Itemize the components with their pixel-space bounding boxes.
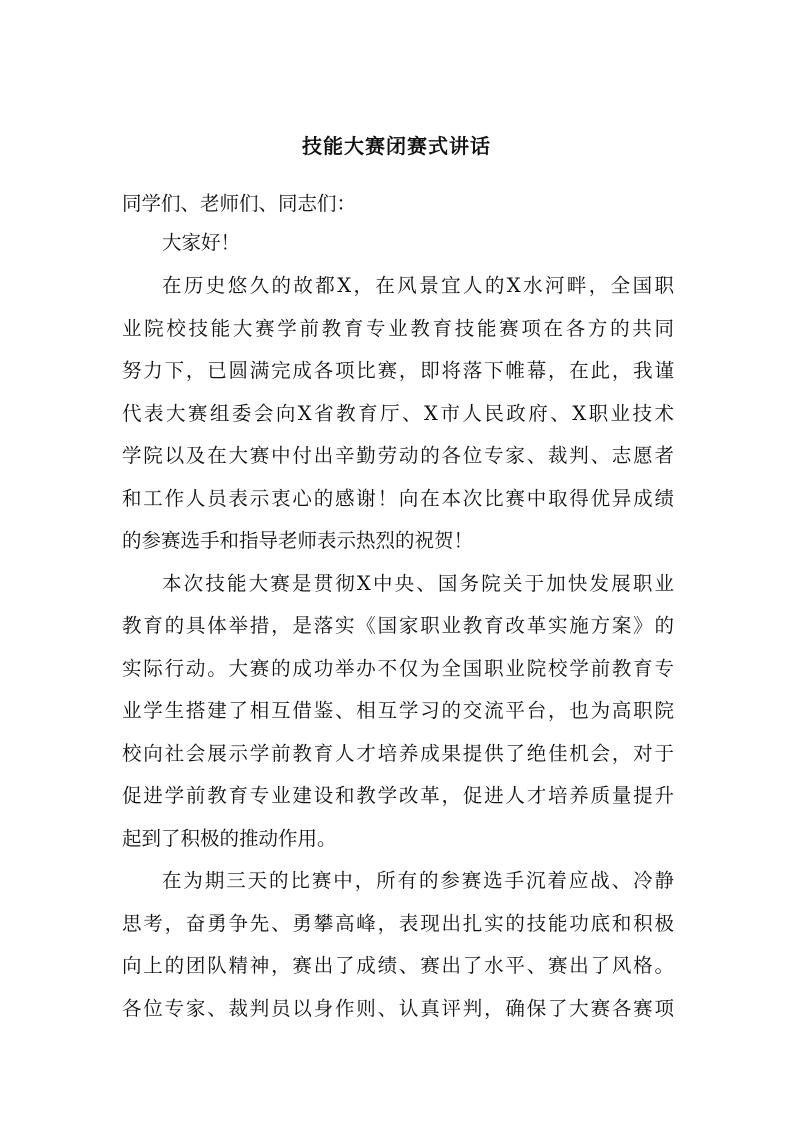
greeting-line: 大家好！: [162, 231, 241, 254]
paragraph-3-line-2: 思考，奋勇争先、勇攀高峰，表现出扎实的技能功底和积极: [122, 912, 674, 935]
paragraph-3-line-3: 向上的团队精神，赛出了成绩、赛出了水平、赛出了风格。: [122, 954, 674, 977]
paragraph-1-line-4: 代表大赛组委会向X省教育厅、X市人民政府、X职业技术: [122, 402, 674, 425]
paragraph-1-line-7: 的参赛选手和指导老师表示热烈的祝贺！: [122, 529, 474, 552]
paragraph-3-line-4: 各位专家、裁判员以身作则、认真评判，确保了大赛各赛项: [122, 997, 674, 1020]
paragraph-1-line-3: 努力下，已圆满完成各项比赛，即将落下帷幕，在此，我谨: [122, 359, 674, 382]
paragraph-2-line-6: 促进学前教育专业建设和教学改革，促进人才培养质量提升: [122, 784, 674, 807]
salutation-line: 同学们、老师们、同志们：: [122, 192, 357, 215]
paragraph-2-line-5: 校向社会展示学前教育人才培养成果提供了绝佳机会，对于: [122, 742, 674, 765]
paragraph-2-line-1: 本次技能大赛是贯彻X中央、国务院关于加快发展职业: [162, 572, 674, 595]
paragraph-2-line-2: 教育的具体举措，是落实《国家职业教育改革实施方案》的: [122, 614, 674, 637]
paragraph-3-line-1: 在为期三天的比赛中，所有的参赛选手沉着应战、冷静: [162, 869, 674, 892]
paragraph-2-line-3: 实际行动。大赛的成功举办不仅为全国职业院校学前教育专: [122, 657, 674, 680]
paragraph-1-line-1: 在历史悠久的故都X，在风景宜人的X水河畔，全国职: [162, 274, 674, 297]
paragraph-2-line-7: 起到了积极的推动作用。: [122, 827, 337, 850]
paragraph-1-line-2: 业院校技能大赛学前教育专业教育技能赛项在各方的共同: [122, 317, 674, 340]
paragraph-2-line-4: 业学生搭建了相互借鉴、相互学习的交流平台，也为高职院: [122, 699, 674, 722]
document-title: 技能大赛闭赛式讲话: [302, 134, 491, 158]
paragraph-1-line-6: 和工作人员表示衷心的感谢！向在本次比赛中取得优异成绩: [122, 487, 674, 510]
paragraph-1-line-5: 学院以及在大赛中付出辛勤劳动的各位专家、裁判、志愿者: [122, 444, 674, 467]
